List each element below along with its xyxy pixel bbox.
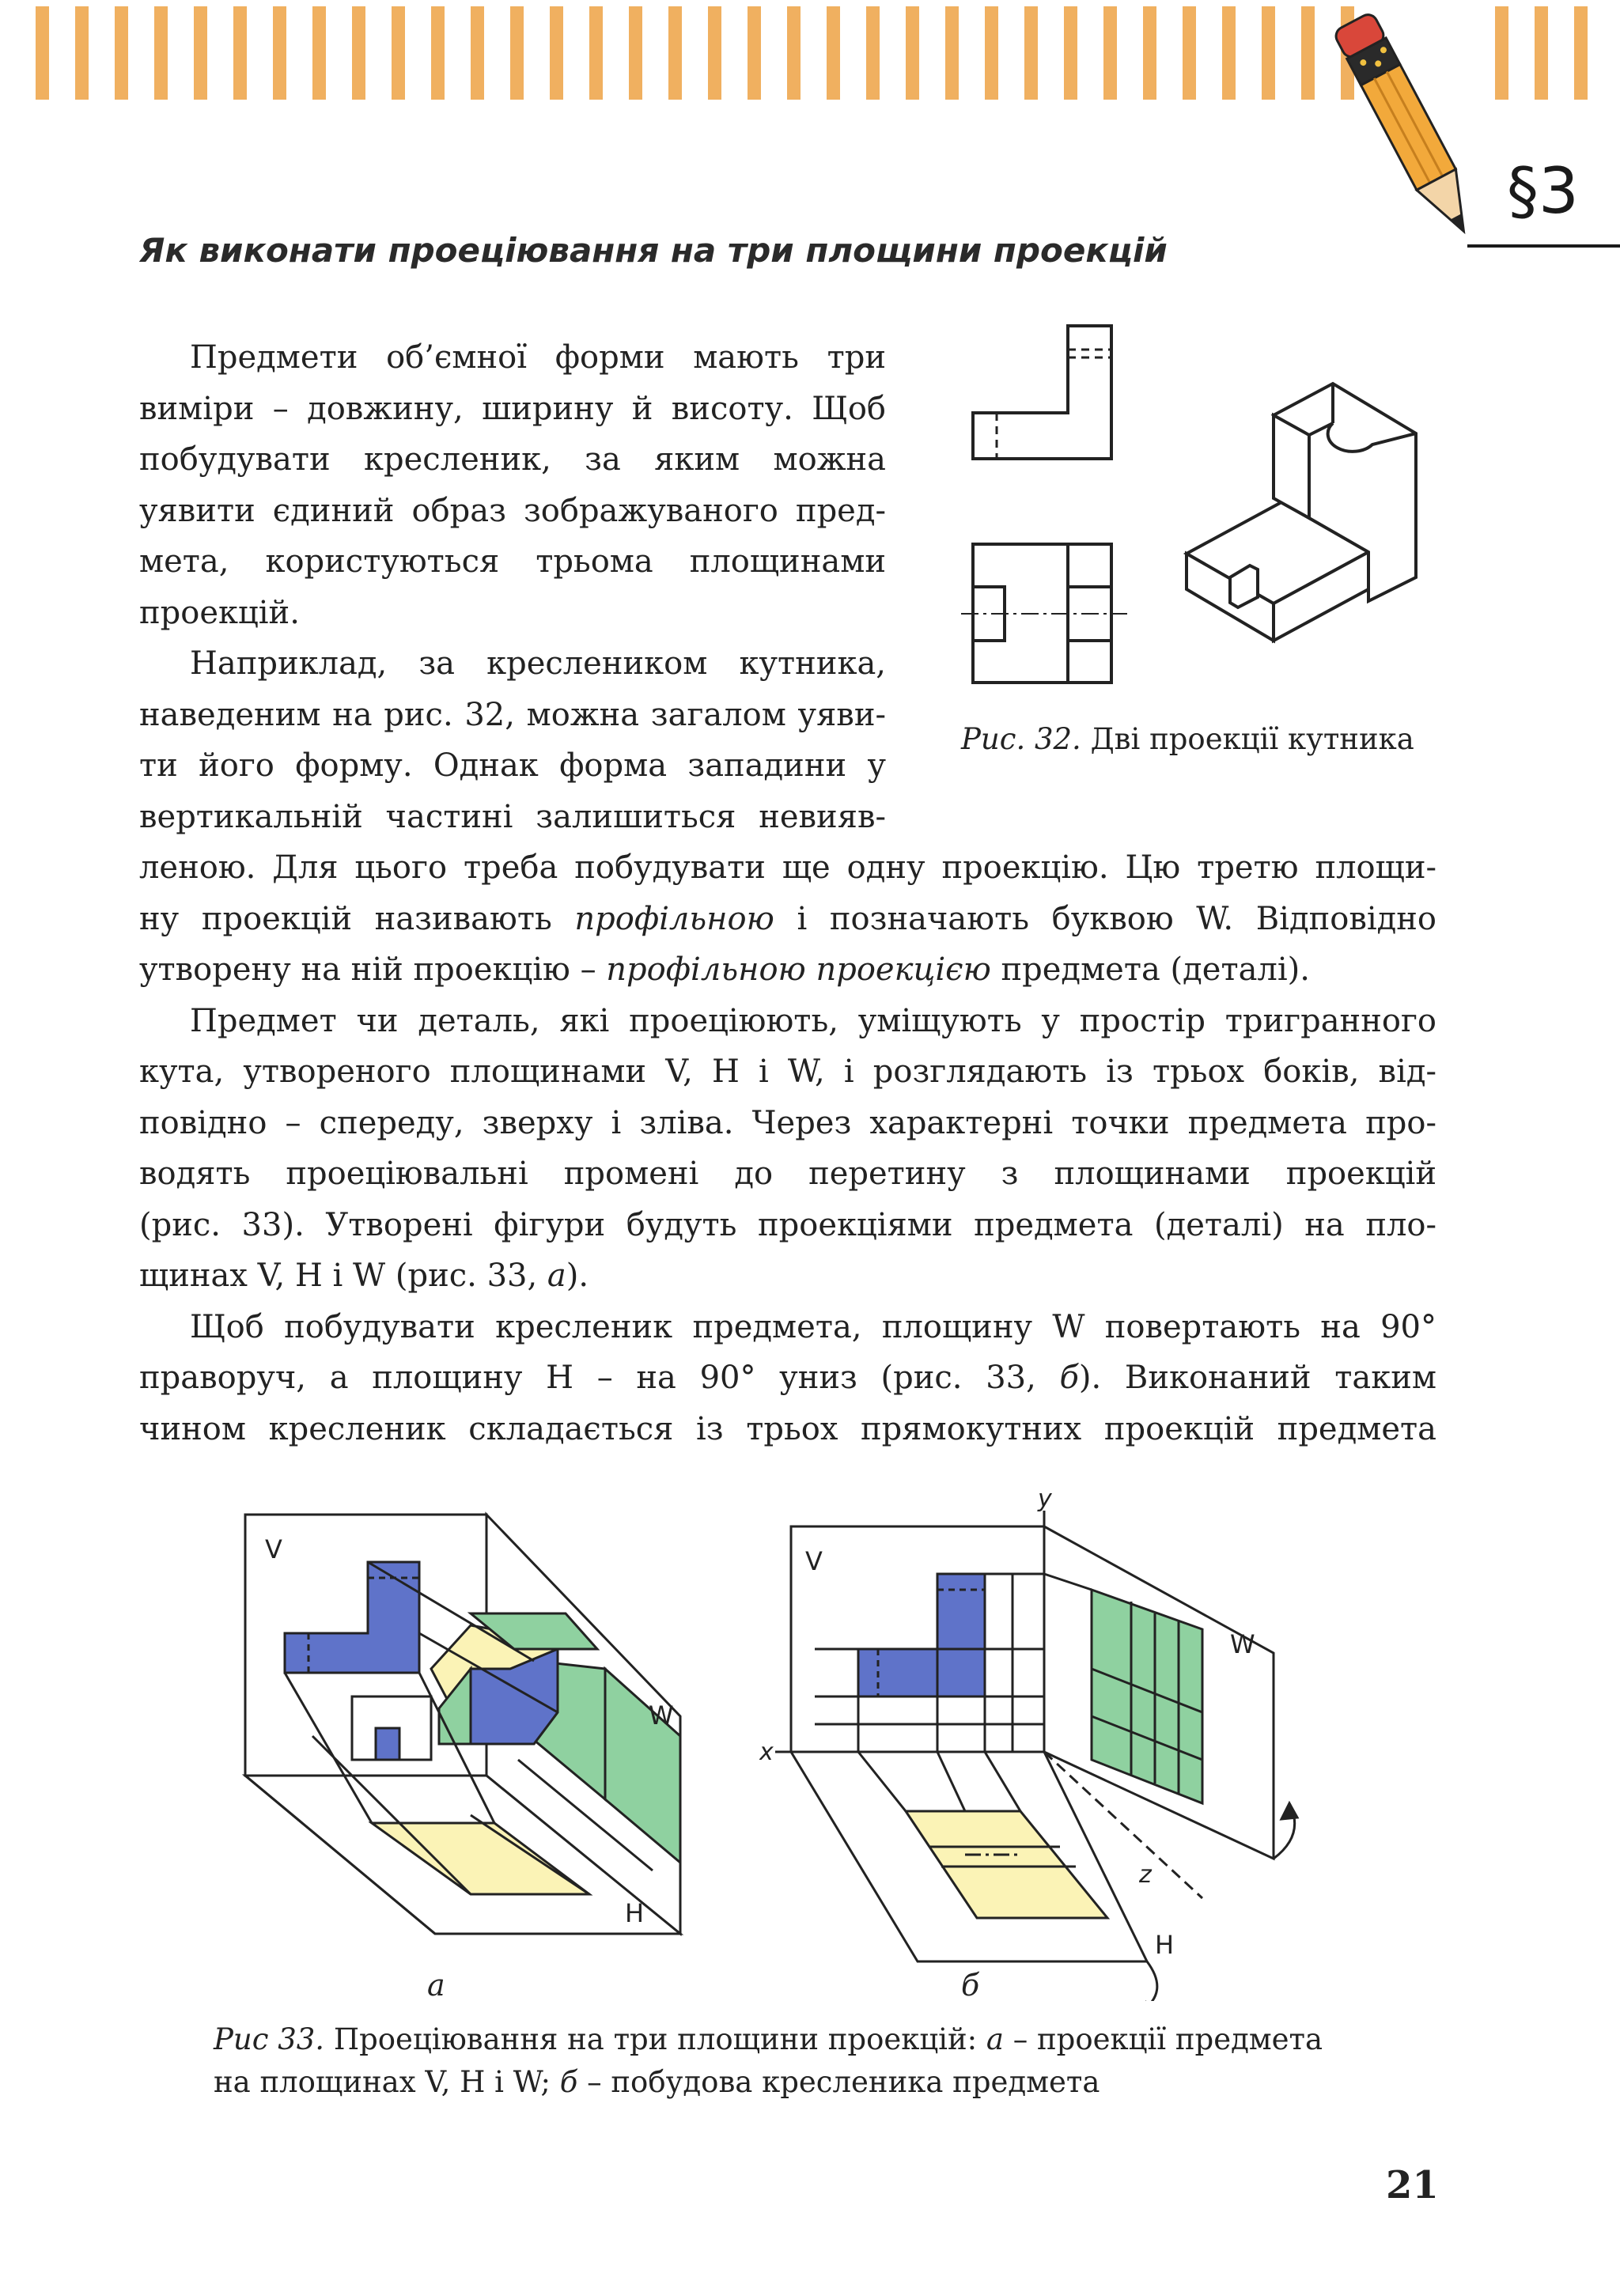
figure-33-caption [214, 2018, 1323, 2104]
section-heading: Як виконати проеціювання на три площини проекцій [139, 231, 1168, 270]
header-stripe [827, 6, 840, 100]
text-line: Наприклад, за креслеником кутника, [190, 645, 886, 682]
plane-h-label: H [1155, 1930, 1175, 1960]
plane-v-label: V [805, 1546, 823, 1576]
header-stripe [1183, 6, 1196, 100]
header-stripe [906, 6, 919, 100]
text-line: леною. Для цього треба побудувати ще одну проекцію. Цю третю площи- [139, 849, 1436, 886]
header-stripe [787, 6, 801, 100]
text-line: і позначають буквою W. Відповідно [774, 900, 1436, 937]
text-line: ну проекцій називають [139, 900, 575, 937]
caption-text: Дві проекції кутника [1081, 722, 1414, 756]
header-stripe [1574, 6, 1588, 100]
paragraph-1 [139, 332, 886, 842]
figure-33a [233, 1499, 692, 1950]
header-stripe [1262, 6, 1275, 100]
page-number: 21 [1386, 2163, 1439, 2207]
figure-33b-letter: б [961, 1968, 980, 2003]
text-italic: б [1059, 1360, 1079, 1396]
text-line: праворуч, а площину H – на 90° униз (рис. 33, [139, 1360, 1060, 1396]
header-stripe [36, 6, 49, 100]
text-line: ти його форму. Однак форма западини у [139, 747, 886, 784]
header-stripe [471, 6, 484, 100]
header-stripe [312, 6, 326, 100]
header-stripe [510, 6, 524, 100]
term-profile: профільною [574, 900, 774, 937]
header-stripe [1064, 6, 1077, 100]
header-stripe [115, 6, 128, 100]
figure-33a-letter: а [427, 1968, 445, 2003]
text-line: водять проеціювальні промені до перетину з площинами проекцій [139, 1156, 1436, 1192]
figure-32 [949, 316, 1455, 688]
text-line: предмета (деталі). [990, 951, 1310, 988]
axis-z-label: z [1139, 1861, 1152, 1889]
header-stripe [1222, 6, 1236, 100]
text-italic: а [547, 1258, 566, 1294]
caption-text: Проеціювання на три площини проекцій: [324, 2022, 986, 2056]
axis-x-label: x [759, 1738, 774, 1766]
header-stripe [194, 6, 207, 100]
header-stripe [1024, 6, 1038, 100]
text-line: Предмет чи деталь, які проеціюють, уміщують у простір тригранного [190, 1002, 1436, 1039]
header-stripe [629, 6, 642, 100]
text-line: виміри – довжину, ширину й висоту. Щоб [139, 390, 886, 427]
header-stripe [945, 6, 959, 100]
header-stripe [985, 6, 998, 100]
paragraph-2-continued [139, 842, 1436, 1454]
text-line: Предмети об’ємної форми мають три [190, 339, 886, 376]
section-rule [1467, 244, 1620, 248]
plane-w-label: W [1230, 1629, 1255, 1659]
text-line: ). Виконаний таким [1078, 1360, 1436, 1396]
header-stripe [1535, 6, 1548, 100]
header-stripe [75, 6, 89, 100]
plane-w-label: W [649, 1700, 674, 1731]
caption-label: Рис 33. [214, 2022, 325, 2056]
header-stripe [431, 6, 445, 100]
header-stripe [1301, 6, 1315, 100]
text-line: наведеним на рис. 32, можна загалом уяви- [139, 696, 886, 733]
text-line: повідно – спереду, зверху і зліва. Через характерні точки предмета про- [139, 1104, 1436, 1141]
header-stripe [1143, 6, 1156, 100]
header-stripe [154, 6, 168, 100]
text-line: (рис. 33). Утворені фігури будуть проекціями предмета (деталі) на пло- [139, 1206, 1436, 1243]
header-stripe [866, 6, 880, 100]
plane-h-label: H [625, 1898, 645, 1928]
header-stripe [352, 6, 365, 100]
text-line: чином кресленик складається із трьох прямокутних проекцій предмета [139, 1410, 1436, 1447]
text-line: кута, утвореного площинами V, H і W, і розглядають із трьох боків, від- [139, 1053, 1436, 1090]
header-stripe [550, 6, 563, 100]
header-stripe [1103, 6, 1117, 100]
text-line: мета, користуються трьома площинами [139, 543, 886, 580]
text-line: Щоб побудувати кресленик предмета, площину W повертають на 90° [190, 1308, 1436, 1345]
text-line: уявити єдиний образ зображуваного пред- [139, 492, 886, 529]
caption-italic: а [986, 2022, 1004, 2056]
header-stripe [708, 6, 721, 100]
caption-text: – побудова кресленика предмета [577, 2065, 1100, 2099]
term-profile-projection: профільною проекцією [606, 951, 991, 988]
plane-v-label: V [265, 1534, 282, 1564]
text-line: вертикальній частині залишиться невияв- [139, 798, 886, 835]
header-stripe [589, 6, 603, 100]
caption-label: Рис. 32. [961, 722, 1081, 756]
header-stripe [392, 6, 405, 100]
header-stripe [233, 6, 247, 100]
text-line: утворену на ній проекцію – [139, 951, 607, 988]
caption-text: – проекції предмета [1003, 2022, 1323, 2056]
axis-y-label: y [1038, 1487, 1052, 1513]
header-stripe [748, 6, 761, 100]
pencil-icon [1329, 0, 1487, 253]
figure-33b [759, 1487, 1329, 2001]
header-stripe [1495, 6, 1508, 100]
figure-32-caption [961, 718, 1414, 761]
header-stripe [273, 6, 286, 100]
caption-text: на площинах V, H і W; [214, 2065, 560, 2099]
text-line: проекцій. [139, 594, 300, 631]
section-number: §3 [1507, 154, 1579, 228]
text-line: щинах V, H і W (рис. 33, [139, 1258, 547, 1294]
text-line: ). [566, 1258, 589, 1294]
caption-italic: б [559, 2065, 578, 2099]
header-stripe [668, 6, 682, 100]
text-line: побудувати кресленик, за яким можна [139, 441, 886, 478]
